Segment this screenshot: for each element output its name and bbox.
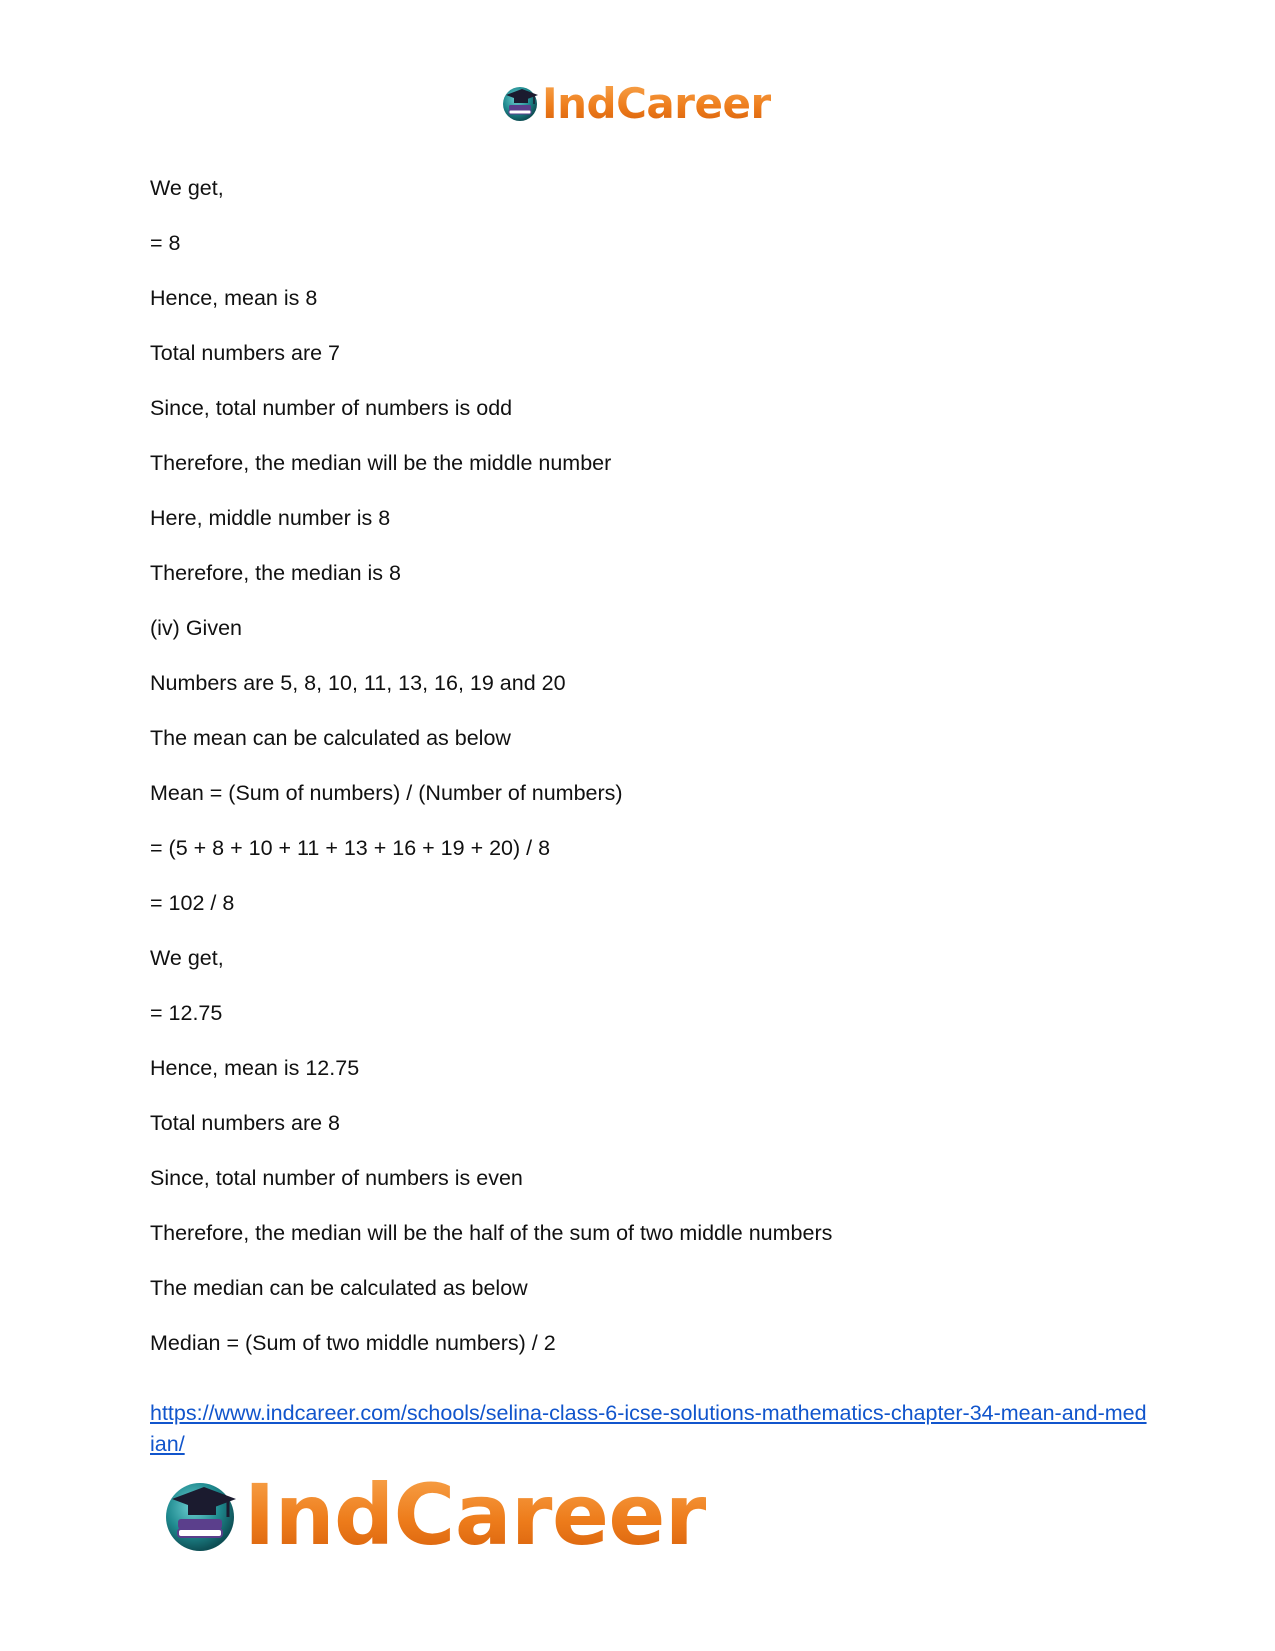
- text-line: Hence, mean is 12.75: [150, 1056, 360, 1080]
- footer-logo: [160, 1466, 706, 1564]
- text-line: The mean can be calculated as below: [150, 726, 511, 750]
- source-link[interactable]: https://www.indcareer.com/schools/selina-class-6-icse-solutions-mathematics-chapter-34-mean-and-median/: [150, 1401, 1147, 1456]
- text-line: = 8: [150, 231, 181, 255]
- text-line: Since, total number of numbers is odd: [150, 396, 513, 420]
- document-body: [150, 176, 1150, 1386]
- text-line: The median can be calculated as below: [150, 1276, 528, 1300]
- text-line: Numbers are 5, 8, 10, 11, 13, 16, 19 and 20: [150, 671, 566, 695]
- text-line: Since, total number of numbers is even: [150, 1166, 523, 1190]
- text-line: (iv) Given: [150, 616, 242, 640]
- text-line: Here, middle number is 8: [150, 506, 391, 530]
- text-line: = 102 / 8: [150, 891, 235, 915]
- text-line: We get,: [150, 946, 224, 970]
- header-logo-text: IndCareer: [542, 79, 771, 128]
- text-line: Therefore, the median is 8: [150, 561, 401, 585]
- graduation-cap-book-globe-icon: [160, 1473, 240, 1558]
- text-line: Hence, mean is 8: [150, 286, 318, 310]
- text-line: Mean = (Sum of numbers) / (Number of numbers): [150, 781, 623, 805]
- text-line: Median = (Sum of two middle numbers) / 2: [150, 1331, 556, 1355]
- text-line: Therefore, the median will be the half of the sum of two middle numbers: [150, 1221, 833, 1245]
- text-line: = 12.75: [150, 1001, 223, 1025]
- footer-logo-text: IndCareer: [244, 1466, 706, 1564]
- text-line: Total numbers are 7: [150, 341, 341, 365]
- graduation-cap-book-globe-icon: [500, 82, 540, 127]
- header-logo: [500, 80, 771, 128]
- text-line: Total numbers are 8: [150, 1111, 341, 1135]
- text-line: = (5 + 8 + 10 + 11 + 13 + 16 + 19 + 20) / 8: [150, 836, 551, 860]
- text-line: Therefore, the median will be the middle number: [150, 451, 612, 475]
- text-line: We get,: [150, 176, 224, 200]
